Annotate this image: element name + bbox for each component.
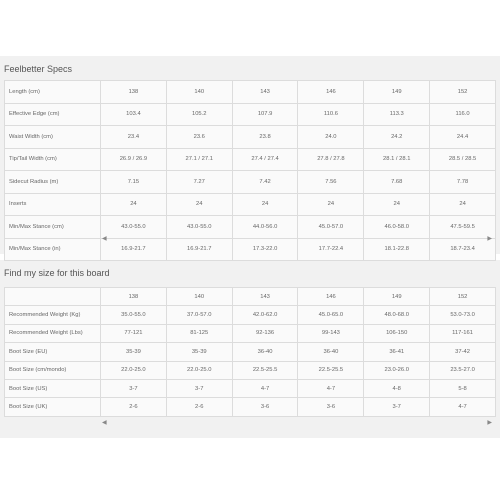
table-cell: 22.5-25.5: [298, 361, 364, 379]
table-cell: 35.0-55.0: [101, 306, 167, 324]
table-cell: 24.4: [430, 126, 496, 149]
table-cell: 45.0-65.0: [298, 306, 364, 324]
table-cell: 47.5-59.5: [430, 216, 496, 239]
table-cell: 27.8 / 27.8: [298, 148, 364, 171]
table-cell: 24: [232, 193, 298, 216]
table-row: [5, 379, 496, 397]
table-row: [5, 306, 496, 324]
row-label: Boot Size (cm/mondo): [5, 361, 101, 379]
table-cell: 138: [101, 81, 167, 104]
table-cell: 2-6: [101, 398, 167, 416]
table-cell: 22.0-25.0: [166, 361, 232, 379]
size-header: 152: [430, 288, 496, 306]
table-cell: 106-150: [364, 324, 430, 342]
table-cell: 99-143: [298, 324, 364, 342]
table-cell: 22.0-25.0: [101, 361, 167, 379]
table-cell: 27.4 / 27.4: [232, 148, 298, 171]
table-row: [5, 103, 496, 126]
table-cell: 107.9: [232, 103, 298, 126]
table-cell: 4-8: [364, 379, 430, 397]
row-label: Recommended Weight (Lbs): [5, 324, 101, 342]
table-cell: 24.2: [364, 126, 430, 149]
table-cell: 37.0-57.0: [166, 306, 232, 324]
table-cell: 77-121: [101, 324, 167, 342]
row-label: Waist Width (cm): [5, 126, 101, 149]
table-cell: 7.78: [430, 171, 496, 194]
size-finder-scrollbar[interactable]: [96, 418, 496, 428]
table-cell: 16.9-21.7: [166, 238, 232, 261]
size-header: 143: [232, 288, 298, 306]
table-cell: 4-7: [232, 379, 298, 397]
table-cell: 17.7-22.4: [298, 238, 364, 261]
table-cell: 110.6: [298, 103, 364, 126]
table-cell: 4-7: [430, 398, 496, 416]
table-cell: 27.1 / 27.1: [166, 148, 232, 171]
table-row: [5, 148, 496, 171]
table-cell: 36-40: [232, 343, 298, 361]
row-label: Recommended Weight (Kg): [5, 306, 101, 324]
table-cell: 18.1-22.8: [364, 238, 430, 261]
table-cell: 53.0-73.0: [430, 306, 496, 324]
specs-title: Feelbetter Specs: [4, 64, 73, 74]
table-cell: 7.42: [232, 171, 298, 194]
table-cell: 24: [430, 193, 496, 216]
table-cell: 35-39: [101, 343, 167, 361]
table-cell: 24.0: [298, 126, 364, 149]
table-cell: 24: [298, 193, 364, 216]
table-cell: 5-8: [430, 379, 496, 397]
table-row: [5, 193, 496, 216]
table-cell: 22.5-25.5: [232, 361, 298, 379]
table-cell: 43.0-55.0: [166, 216, 232, 239]
table-cell: 3-6: [298, 398, 364, 416]
size-header-row: [5, 288, 496, 306]
table-cell: 140: [166, 81, 232, 104]
table-cell: 3-6: [232, 398, 298, 416]
table-cell: 42.0-62.0: [232, 306, 298, 324]
table-cell: 28.1 / 28.1: [364, 148, 430, 171]
row-label: Effective Edge (cm): [5, 103, 101, 126]
table-cell: 23.8: [232, 126, 298, 149]
table-cell: 37-42: [430, 343, 496, 361]
table-cell: 35-39: [166, 343, 232, 361]
size-finder-table: [4, 287, 496, 417]
size-header: 149: [364, 288, 430, 306]
table-cell: 44.0-56.0: [232, 216, 298, 239]
table-cell: 7.27: [166, 171, 232, 194]
scroll-left-icon[interactable]: ◀: [102, 236, 107, 242]
table-cell: 103.4: [101, 103, 167, 126]
scroll-left-icon[interactable]: ◀: [102, 420, 107, 426]
table-cell: 16.9-21.7: [101, 238, 167, 261]
table-row: [5, 171, 496, 194]
row-label: Min/Max Stance (cm): [5, 216, 101, 239]
table-row: [5, 81, 496, 104]
row-label: Sidecut Radius (m): [5, 171, 101, 194]
table-cell: 116.0: [430, 103, 496, 126]
header-blank: [5, 288, 101, 306]
table-row: [5, 398, 496, 416]
table-cell: 18.7-23.4: [430, 238, 496, 261]
table-cell: 3-7: [166, 379, 232, 397]
table-cell: 43.0-55.0: [101, 216, 167, 239]
row-label: Min/Max Stance (in): [5, 238, 101, 261]
table-cell: 7.68: [364, 171, 430, 194]
table-cell: 105.2: [166, 103, 232, 126]
table-cell: 143: [232, 81, 298, 104]
table-cell: 23.0-26.0: [364, 361, 430, 379]
table-cell: 152: [430, 81, 496, 104]
specs-scrollbar[interactable]: [96, 234, 496, 244]
table-row: [5, 126, 496, 149]
table-row: [5, 361, 496, 379]
table-cell: 146: [298, 81, 364, 104]
row-label: Boot Size (US): [5, 379, 101, 397]
table-cell: 3-7: [101, 379, 167, 397]
size-finder-title: Find my size for this board: [4, 268, 110, 278]
row-label: Inserts: [5, 193, 101, 216]
table-row: [5, 324, 496, 342]
row-label: Tip/Tail Width (cm): [5, 148, 101, 171]
table-cell: 149: [364, 81, 430, 104]
table-cell: 23.4: [101, 126, 167, 149]
size-header: 138: [101, 288, 167, 306]
table-cell: 2-6: [166, 398, 232, 416]
table-cell: 48.0-68.0: [364, 306, 430, 324]
table-cell: 36-41: [364, 343, 430, 361]
table-cell: 117-161: [430, 324, 496, 342]
row-label: Length (cm): [5, 81, 101, 104]
table-cell: 81-125: [166, 324, 232, 342]
table-cell: 36-40: [298, 343, 364, 361]
table-cell: 46.0-58.0: [364, 216, 430, 239]
size-header: 140: [166, 288, 232, 306]
table-cell: 4-7: [298, 379, 364, 397]
table-cell: 45.0-57.0: [298, 216, 364, 239]
table-cell: 28.5 / 28.5: [430, 148, 496, 171]
table-cell: 24: [166, 193, 232, 216]
table-cell: 23.5-27.0: [430, 361, 496, 379]
table-cell: 24: [364, 193, 430, 216]
size-header: 146: [298, 288, 364, 306]
table-cell: 113.3: [364, 103, 430, 126]
table-cell: 24: [101, 193, 167, 216]
table-cell: 17.3-22.0: [232, 238, 298, 261]
row-label: Boot Size (EU): [5, 343, 101, 361]
table-cell: 7.15: [101, 171, 167, 194]
table-cell: 7.56: [298, 171, 364, 194]
table-cell: 92-136: [232, 324, 298, 342]
table-cell: 3-7: [364, 398, 430, 416]
table-cell: 26.9 / 26.9: [101, 148, 167, 171]
table-cell: 23.6: [166, 126, 232, 149]
table-row: [5, 343, 496, 361]
row-label: Boot Size (UK): [5, 398, 101, 416]
scroll-right-icon[interactable]: ▶: [487, 420, 492, 426]
scroll-right-icon[interactable]: ▶: [487, 236, 492, 242]
